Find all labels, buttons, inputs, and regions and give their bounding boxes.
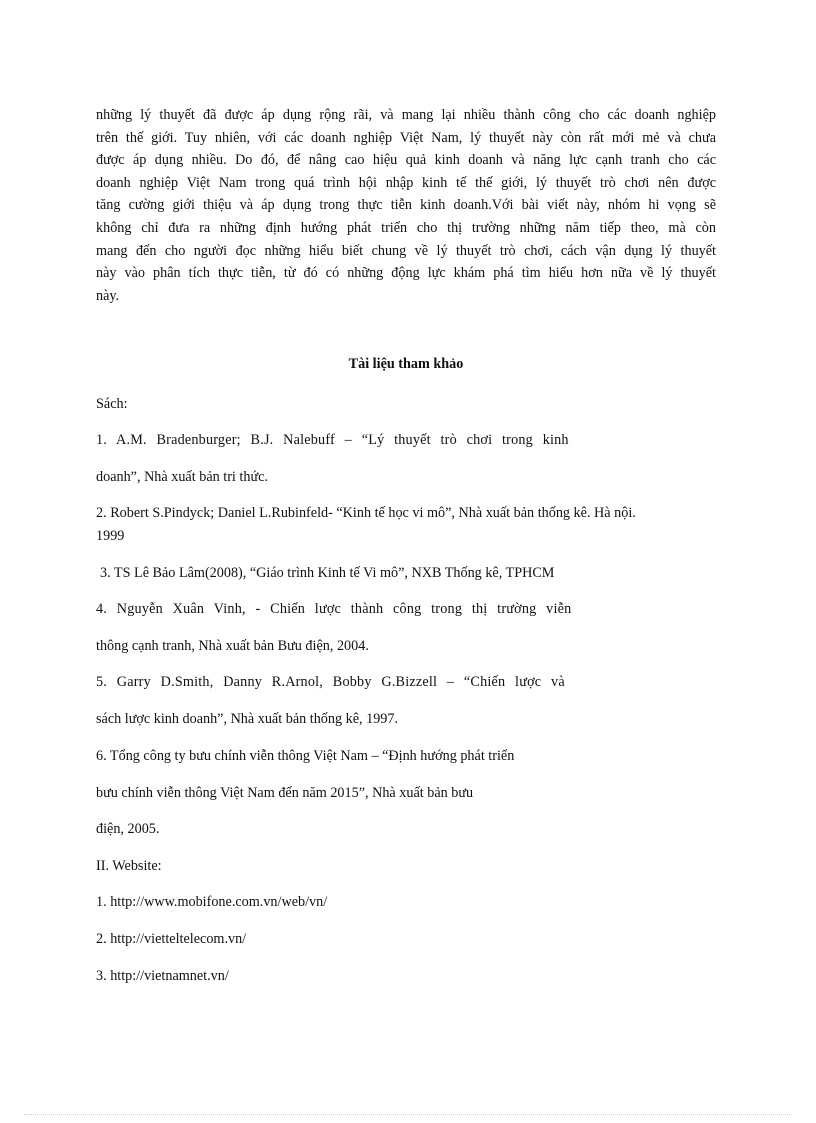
reference-line: bưu chính viễn thông Việt Nam đến năm 2015”, Nhà xuất bản bưu (96, 785, 474, 801)
reference-line: 4. Nguyễn Xuân Vinh, - Chiến lược thành công trong thị trường viễn (96, 601, 572, 617)
intro-line: không chỉ đưa ra những định hướng phát triển cho thị trường những năm tiếp theo, mà còn (96, 219, 716, 236)
website-link[interactable]: 2. http://vietteltelecom.vn/ (96, 931, 247, 947)
references-title: Tài liệu tham khảo (348, 356, 464, 372)
intro-line: tăng cường giới thiệu và áp dụng trong thực tiễn kinh doanh.Với bài viết này, nhóm hi vọng sẽ (96, 197, 716, 214)
intro-line: mang đến cho người đọc những hiểu biết chung về lý thuyết trò chơi, cách vận dụng lý thuyết (96, 242, 716, 259)
reference-line: 1999 (96, 528, 125, 544)
website-link[interactable]: 1. http://www.mobifone.com.vn/web/vn/ (96, 894, 328, 910)
intro-line: những lý thuyết đã được áp dụng rộng rãi, và mang lại nhiều thành công cho các doanh nghiệp (96, 107, 716, 123)
website-link[interactable]: 3. http://vietnamnet.vn/ (96, 968, 229, 984)
intro-line: này vào phân tích thực tiễn, từ đó có những động lực khám phá tìm hiểu hơn nữa về lý thuyết (96, 265, 716, 282)
page-bottom-divider (24, 1114, 792, 1115)
reference-line: 2. Robert S.Pindyck; Daniel L.Rubinfeld- “Kinh tế học vi mô”, Nhà xuất bản thống kê. Hà nội. (96, 505, 636, 521)
reference-line: 5. Garry D.Smith, Danny R.Arnol, Bobby G.Bizzell – “Chiến lược và (96, 674, 565, 690)
website-heading: II. Website: (96, 858, 162, 874)
intro-line: trên thế giới. Tuy nhiên, với các doanh nghiệp Việt Nam, lý thuyết này còn rất mới mẻ và chưa (96, 129, 716, 146)
reference-line: 1. A.M. Bradenburger; B.J. Nalebuff – “Lý thuyết trò chơi trong kinh (96, 432, 569, 448)
intro-line: này. (96, 287, 120, 304)
reference-line: sách lược kinh doanh”, Nhà xuất bản thống kê, 1997. (96, 711, 399, 727)
reference-line: 6. Tổng công ty bưu chính viễn thông Việt Nam – “Định hướng phát triển (96, 748, 515, 764)
reference-line: 3. TS Lê Bảo Lâm(2008), “Giáo trình Kinh tế Vi mô”, NXB Thống kê, TPHCM (100, 565, 555, 581)
intro-line: doanh nghiệp Việt Nam trong quá trình hội nhập kinh tế thế giới, lý thuyết trò chơi nên được (96, 174, 716, 191)
intro-line: được áp dụng nhiều. Do đó, để nâng cao hiệu quả kinh doanh và năng lực cạnh tranh cho các (96, 152, 716, 169)
reference-line: điện, 2005. (96, 821, 160, 837)
reference-line: thông cạnh tranh, Nhà xuất bản Bưu điện, 2004. (96, 638, 369, 654)
reference-line: doanh”, Nhà xuất bản tri thức. (96, 469, 268, 485)
books-heading: Sách: (96, 396, 128, 412)
intro-paragraph (96, 104, 716, 307)
